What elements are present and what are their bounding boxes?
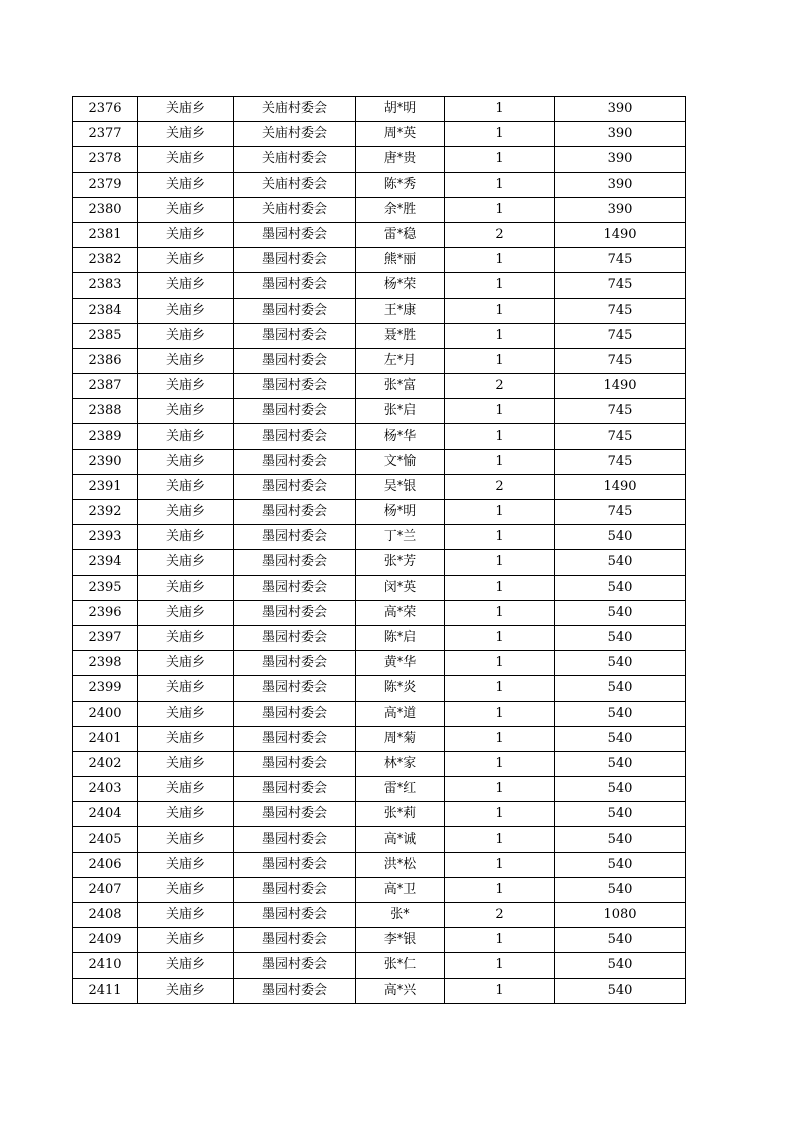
village-committee-cell: 墨园村委会 bbox=[234, 953, 356, 978]
person-name-cell: 张*芳 bbox=[356, 550, 445, 575]
amount-cell: 540 bbox=[555, 978, 686, 1003]
village-committee-cell: 关庙村委会 bbox=[234, 122, 356, 147]
village-committee-cell: 墨园村委会 bbox=[234, 600, 356, 625]
township-cell: 关庙乡 bbox=[138, 97, 234, 122]
row-number-cell: 2377 bbox=[73, 122, 138, 147]
table-row bbox=[73, 449, 686, 474]
person-name-cell: 余*胜 bbox=[356, 197, 445, 222]
township-cell: 关庙乡 bbox=[138, 651, 234, 676]
township-cell: 关庙乡 bbox=[138, 575, 234, 600]
village-committee-cell: 墨园村委会 bbox=[234, 827, 356, 852]
village-committee-cell: 墨园村委会 bbox=[234, 978, 356, 1003]
person-name-cell: 吴*银 bbox=[356, 474, 445, 499]
township-cell: 关庙乡 bbox=[138, 827, 234, 852]
village-committee-cell: 墨园村委会 bbox=[234, 852, 356, 877]
village-committee-cell: 墨园村委会 bbox=[234, 298, 356, 323]
village-committee-cell: 墨园村委会 bbox=[234, 676, 356, 701]
row-number-cell: 2378 bbox=[73, 147, 138, 172]
township-cell: 关庙乡 bbox=[138, 273, 234, 298]
township-cell: 关庙乡 bbox=[138, 852, 234, 877]
table-row bbox=[73, 197, 686, 222]
person-name-cell: 高*卫 bbox=[356, 877, 445, 902]
table-row bbox=[73, 525, 686, 550]
row-number-cell: 2395 bbox=[73, 575, 138, 600]
amount-cell: 1490 bbox=[555, 474, 686, 499]
person-name-cell: 丁*兰 bbox=[356, 525, 445, 550]
row-number-cell: 2380 bbox=[73, 197, 138, 222]
village-committee-cell: 墨园村委会 bbox=[234, 928, 356, 953]
row-number-cell: 2410 bbox=[73, 953, 138, 978]
row-number-cell: 2382 bbox=[73, 248, 138, 273]
amount-cell: 745 bbox=[555, 273, 686, 298]
person-name-cell: 黄*华 bbox=[356, 651, 445, 676]
count-cell: 1 bbox=[445, 651, 555, 676]
table-row bbox=[73, 877, 686, 902]
row-number-cell: 2411 bbox=[73, 978, 138, 1003]
person-name-cell: 陈*秀 bbox=[356, 172, 445, 197]
amount-cell: 540 bbox=[555, 550, 686, 575]
person-name-cell: 李*银 bbox=[356, 928, 445, 953]
village-committee-cell: 墨园村委会 bbox=[234, 726, 356, 751]
person-name-cell: 闵*英 bbox=[356, 575, 445, 600]
person-name-cell: 文*愉 bbox=[356, 449, 445, 474]
amount-cell: 745 bbox=[555, 424, 686, 449]
row-number-cell: 2409 bbox=[73, 928, 138, 953]
township-cell: 关庙乡 bbox=[138, 701, 234, 726]
township-cell: 关庙乡 bbox=[138, 777, 234, 802]
count-cell: 1 bbox=[445, 726, 555, 751]
row-number-cell: 2398 bbox=[73, 651, 138, 676]
row-number-cell: 2397 bbox=[73, 625, 138, 650]
person-name-cell: 林*家 bbox=[356, 751, 445, 776]
township-cell: 关庙乡 bbox=[138, 928, 234, 953]
count-cell: 1 bbox=[445, 953, 555, 978]
person-name-cell: 杨*明 bbox=[356, 500, 445, 525]
person-name-cell: 洪*松 bbox=[356, 852, 445, 877]
row-number-cell: 2381 bbox=[73, 222, 138, 247]
table-row bbox=[73, 323, 686, 348]
table-row bbox=[73, 500, 686, 525]
count-cell: 2 bbox=[445, 474, 555, 499]
table-row bbox=[73, 273, 686, 298]
village-committee-cell: 墨园村委会 bbox=[234, 222, 356, 247]
row-number-cell: 2405 bbox=[73, 827, 138, 852]
person-name-cell: 王*康 bbox=[356, 298, 445, 323]
village-committee-cell: 墨园村委会 bbox=[234, 474, 356, 499]
township-cell: 关庙乡 bbox=[138, 726, 234, 751]
count-cell: 1 bbox=[445, 802, 555, 827]
person-name-cell: 张* bbox=[356, 903, 445, 928]
row-number-cell: 2394 bbox=[73, 550, 138, 575]
township-cell: 关庙乡 bbox=[138, 953, 234, 978]
village-committee-cell: 墨园村委会 bbox=[234, 248, 356, 273]
amount-cell: 540 bbox=[555, 928, 686, 953]
table-row bbox=[73, 248, 686, 273]
table-row bbox=[73, 374, 686, 399]
table-row bbox=[73, 298, 686, 323]
table-row bbox=[73, 651, 686, 676]
count-cell: 2 bbox=[445, 903, 555, 928]
row-number-cell: 2376 bbox=[73, 97, 138, 122]
table-row bbox=[73, 827, 686, 852]
table-row bbox=[73, 978, 686, 1003]
township-cell: 关庙乡 bbox=[138, 222, 234, 247]
table-row bbox=[73, 751, 686, 776]
row-number-cell: 2407 bbox=[73, 877, 138, 902]
count-cell: 1 bbox=[445, 248, 555, 273]
table-row bbox=[73, 600, 686, 625]
township-cell: 关庙乡 bbox=[138, 751, 234, 776]
roster-body bbox=[73, 97, 686, 1004]
township-cell: 关庙乡 bbox=[138, 147, 234, 172]
count-cell: 1 bbox=[445, 147, 555, 172]
count-cell: 1 bbox=[445, 424, 555, 449]
table-row bbox=[73, 726, 686, 751]
table-row bbox=[73, 147, 686, 172]
count-cell: 1 bbox=[445, 122, 555, 147]
amount-cell: 540 bbox=[555, 827, 686, 852]
amount-cell: 745 bbox=[555, 399, 686, 424]
amount-cell: 390 bbox=[555, 172, 686, 197]
village-committee-cell: 墨园村委会 bbox=[234, 273, 356, 298]
table-row bbox=[73, 852, 686, 877]
township-cell: 关庙乡 bbox=[138, 978, 234, 1003]
village-committee-cell: 关庙村委会 bbox=[234, 172, 356, 197]
amount-cell: 540 bbox=[555, 802, 686, 827]
amount-cell: 390 bbox=[555, 122, 686, 147]
person-name-cell: 熊*丽 bbox=[356, 248, 445, 273]
amount-cell: 745 bbox=[555, 323, 686, 348]
count-cell: 1 bbox=[445, 600, 555, 625]
count-cell: 1 bbox=[445, 399, 555, 424]
amount-cell: 540 bbox=[555, 852, 686, 877]
person-name-cell: 胡*明 bbox=[356, 97, 445, 122]
amount-cell: 540 bbox=[555, 701, 686, 726]
count-cell: 1 bbox=[445, 298, 555, 323]
table-row bbox=[73, 172, 686, 197]
row-number-cell: 2385 bbox=[73, 323, 138, 348]
person-name-cell: 雷*稳 bbox=[356, 222, 445, 247]
village-committee-cell: 墨园村委会 bbox=[234, 802, 356, 827]
township-cell: 关庙乡 bbox=[138, 474, 234, 499]
township-cell: 关庙乡 bbox=[138, 399, 234, 424]
village-committee-cell: 墨园村委会 bbox=[234, 323, 356, 348]
village-committee-cell: 墨园村委会 bbox=[234, 449, 356, 474]
table-row bbox=[73, 399, 686, 424]
table-row bbox=[73, 122, 686, 147]
amount-cell: 390 bbox=[555, 97, 686, 122]
person-name-cell: 唐*贵 bbox=[356, 147, 445, 172]
amount-cell: 1490 bbox=[555, 374, 686, 399]
table-row bbox=[73, 474, 686, 499]
row-number-cell: 2399 bbox=[73, 676, 138, 701]
count-cell: 1 bbox=[445, 978, 555, 1003]
row-number-cell: 2390 bbox=[73, 449, 138, 474]
row-number-cell: 2386 bbox=[73, 348, 138, 373]
township-cell: 关庙乡 bbox=[138, 298, 234, 323]
person-name-cell: 周*菊 bbox=[356, 726, 445, 751]
row-number-cell: 2406 bbox=[73, 852, 138, 877]
row-number-cell: 2387 bbox=[73, 374, 138, 399]
township-cell: 关庙乡 bbox=[138, 625, 234, 650]
count-cell: 1 bbox=[445, 500, 555, 525]
village-committee-cell: 墨园村委会 bbox=[234, 575, 356, 600]
count-cell: 1 bbox=[445, 777, 555, 802]
person-name-cell: 张*启 bbox=[356, 399, 445, 424]
table-row bbox=[73, 777, 686, 802]
roster-table bbox=[72, 96, 686, 1004]
person-name-cell: 杨*华 bbox=[356, 424, 445, 449]
count-cell: 1 bbox=[445, 751, 555, 776]
amount-cell: 540 bbox=[555, 877, 686, 902]
person-name-cell: 高*诚 bbox=[356, 827, 445, 852]
person-name-cell: 杨*荣 bbox=[356, 273, 445, 298]
amount-cell: 745 bbox=[555, 248, 686, 273]
amount-cell: 540 bbox=[555, 651, 686, 676]
township-cell: 关庙乡 bbox=[138, 449, 234, 474]
village-committee-cell: 墨园村委会 bbox=[234, 701, 356, 726]
table-row bbox=[73, 424, 686, 449]
table-row bbox=[73, 928, 686, 953]
township-cell: 关庙乡 bbox=[138, 550, 234, 575]
amount-cell: 540 bbox=[555, 676, 686, 701]
person-name-cell: 张*富 bbox=[356, 374, 445, 399]
township-cell: 关庙乡 bbox=[138, 348, 234, 373]
township-cell: 关庙乡 bbox=[138, 122, 234, 147]
amount-cell: 745 bbox=[555, 298, 686, 323]
village-committee-cell: 墨园村委会 bbox=[234, 751, 356, 776]
count-cell: 1 bbox=[445, 172, 555, 197]
township-cell: 关庙乡 bbox=[138, 525, 234, 550]
row-number-cell: 2401 bbox=[73, 726, 138, 751]
township-cell: 关庙乡 bbox=[138, 323, 234, 348]
count-cell: 2 bbox=[445, 374, 555, 399]
village-committee-cell: 墨园村委会 bbox=[234, 625, 356, 650]
count-cell: 1 bbox=[445, 525, 555, 550]
count-cell: 1 bbox=[445, 625, 555, 650]
amount-cell: 540 bbox=[555, 726, 686, 751]
row-number-cell: 2388 bbox=[73, 399, 138, 424]
count-cell: 1 bbox=[445, 550, 555, 575]
amount-cell: 1080 bbox=[555, 903, 686, 928]
amount-cell: 540 bbox=[555, 600, 686, 625]
township-cell: 关庙乡 bbox=[138, 424, 234, 449]
row-number-cell: 2384 bbox=[73, 298, 138, 323]
township-cell: 关庙乡 bbox=[138, 500, 234, 525]
table-row bbox=[73, 348, 686, 373]
row-number-cell: 2393 bbox=[73, 525, 138, 550]
table-row bbox=[73, 625, 686, 650]
count-cell: 1 bbox=[445, 348, 555, 373]
table-row bbox=[73, 676, 686, 701]
amount-cell: 540 bbox=[555, 625, 686, 650]
table-row bbox=[73, 953, 686, 978]
table-row bbox=[73, 222, 686, 247]
amount-cell: 745 bbox=[555, 348, 686, 373]
township-cell: 关庙乡 bbox=[138, 374, 234, 399]
table-row bbox=[73, 575, 686, 600]
village-committee-cell: 关庙村委会 bbox=[234, 147, 356, 172]
count-cell: 1 bbox=[445, 827, 555, 852]
count-cell: 1 bbox=[445, 676, 555, 701]
table-row bbox=[73, 903, 686, 928]
person-name-cell: 高*荣 bbox=[356, 600, 445, 625]
count-cell: 1 bbox=[445, 323, 555, 348]
village-committee-cell: 墨园村委会 bbox=[234, 777, 356, 802]
township-cell: 关庙乡 bbox=[138, 172, 234, 197]
village-committee-cell: 墨园村委会 bbox=[234, 525, 356, 550]
township-cell: 关庙乡 bbox=[138, 877, 234, 902]
person-name-cell: 雷*红 bbox=[356, 777, 445, 802]
person-name-cell: 周*英 bbox=[356, 122, 445, 147]
amount-cell: 745 bbox=[555, 500, 686, 525]
row-number-cell: 2391 bbox=[73, 474, 138, 499]
count-cell: 1 bbox=[445, 449, 555, 474]
roster-sheet bbox=[72, 96, 686, 1004]
amount-cell: 540 bbox=[555, 777, 686, 802]
village-committee-cell: 墨园村委会 bbox=[234, 424, 356, 449]
village-committee-cell: 墨园村委会 bbox=[234, 651, 356, 676]
count-cell: 1 bbox=[445, 575, 555, 600]
person-name-cell: 陈*炎 bbox=[356, 676, 445, 701]
count-cell: 2 bbox=[445, 222, 555, 247]
village-committee-cell: 墨园村委会 bbox=[234, 374, 356, 399]
amount-cell: 390 bbox=[555, 197, 686, 222]
village-committee-cell: 墨园村委会 bbox=[234, 877, 356, 902]
count-cell: 1 bbox=[445, 97, 555, 122]
person-name-cell: 高*道 bbox=[356, 701, 445, 726]
count-cell: 1 bbox=[445, 928, 555, 953]
row-number-cell: 2402 bbox=[73, 751, 138, 776]
township-cell: 关庙乡 bbox=[138, 600, 234, 625]
count-cell: 1 bbox=[445, 877, 555, 902]
count-cell: 1 bbox=[445, 273, 555, 298]
village-committee-cell: 关庙村委会 bbox=[234, 97, 356, 122]
row-number-cell: 2408 bbox=[73, 903, 138, 928]
count-cell: 1 bbox=[445, 197, 555, 222]
village-committee-cell: 墨园村委会 bbox=[234, 550, 356, 575]
table-row bbox=[73, 97, 686, 122]
table-row bbox=[73, 802, 686, 827]
count-cell: 1 bbox=[445, 852, 555, 877]
person-name-cell: 聂*胜 bbox=[356, 323, 445, 348]
table-row bbox=[73, 701, 686, 726]
amount-cell: 745 bbox=[555, 449, 686, 474]
row-number-cell: 2389 bbox=[73, 424, 138, 449]
row-number-cell: 2404 bbox=[73, 802, 138, 827]
township-cell: 关庙乡 bbox=[138, 676, 234, 701]
row-number-cell: 2392 bbox=[73, 500, 138, 525]
village-committee-cell: 墨园村委会 bbox=[234, 348, 356, 373]
amount-cell: 540 bbox=[555, 953, 686, 978]
township-cell: 关庙乡 bbox=[138, 802, 234, 827]
row-number-cell: 2400 bbox=[73, 701, 138, 726]
township-cell: 关庙乡 bbox=[138, 248, 234, 273]
person-name-cell: 高*兴 bbox=[356, 978, 445, 1003]
amount-cell: 1490 bbox=[555, 222, 686, 247]
village-committee-cell: 墨园村委会 bbox=[234, 903, 356, 928]
amount-cell: 540 bbox=[555, 575, 686, 600]
person-name-cell: 陈*启 bbox=[356, 625, 445, 650]
amount-cell: 390 bbox=[555, 147, 686, 172]
township-cell: 关庙乡 bbox=[138, 903, 234, 928]
village-committee-cell: 关庙村委会 bbox=[234, 197, 356, 222]
row-number-cell: 2403 bbox=[73, 777, 138, 802]
row-number-cell: 2396 bbox=[73, 600, 138, 625]
amount-cell: 540 bbox=[555, 751, 686, 776]
row-number-cell: 2383 bbox=[73, 273, 138, 298]
count-cell: 1 bbox=[445, 701, 555, 726]
row-number-cell: 2379 bbox=[73, 172, 138, 197]
table-row bbox=[73, 550, 686, 575]
village-committee-cell: 墨园村委会 bbox=[234, 500, 356, 525]
person-name-cell: 张*仁 bbox=[356, 953, 445, 978]
person-name-cell: 张*莉 bbox=[356, 802, 445, 827]
person-name-cell: 左*月 bbox=[356, 348, 445, 373]
township-cell: 关庙乡 bbox=[138, 197, 234, 222]
amount-cell: 540 bbox=[555, 525, 686, 550]
village-committee-cell: 墨园村委会 bbox=[234, 399, 356, 424]
